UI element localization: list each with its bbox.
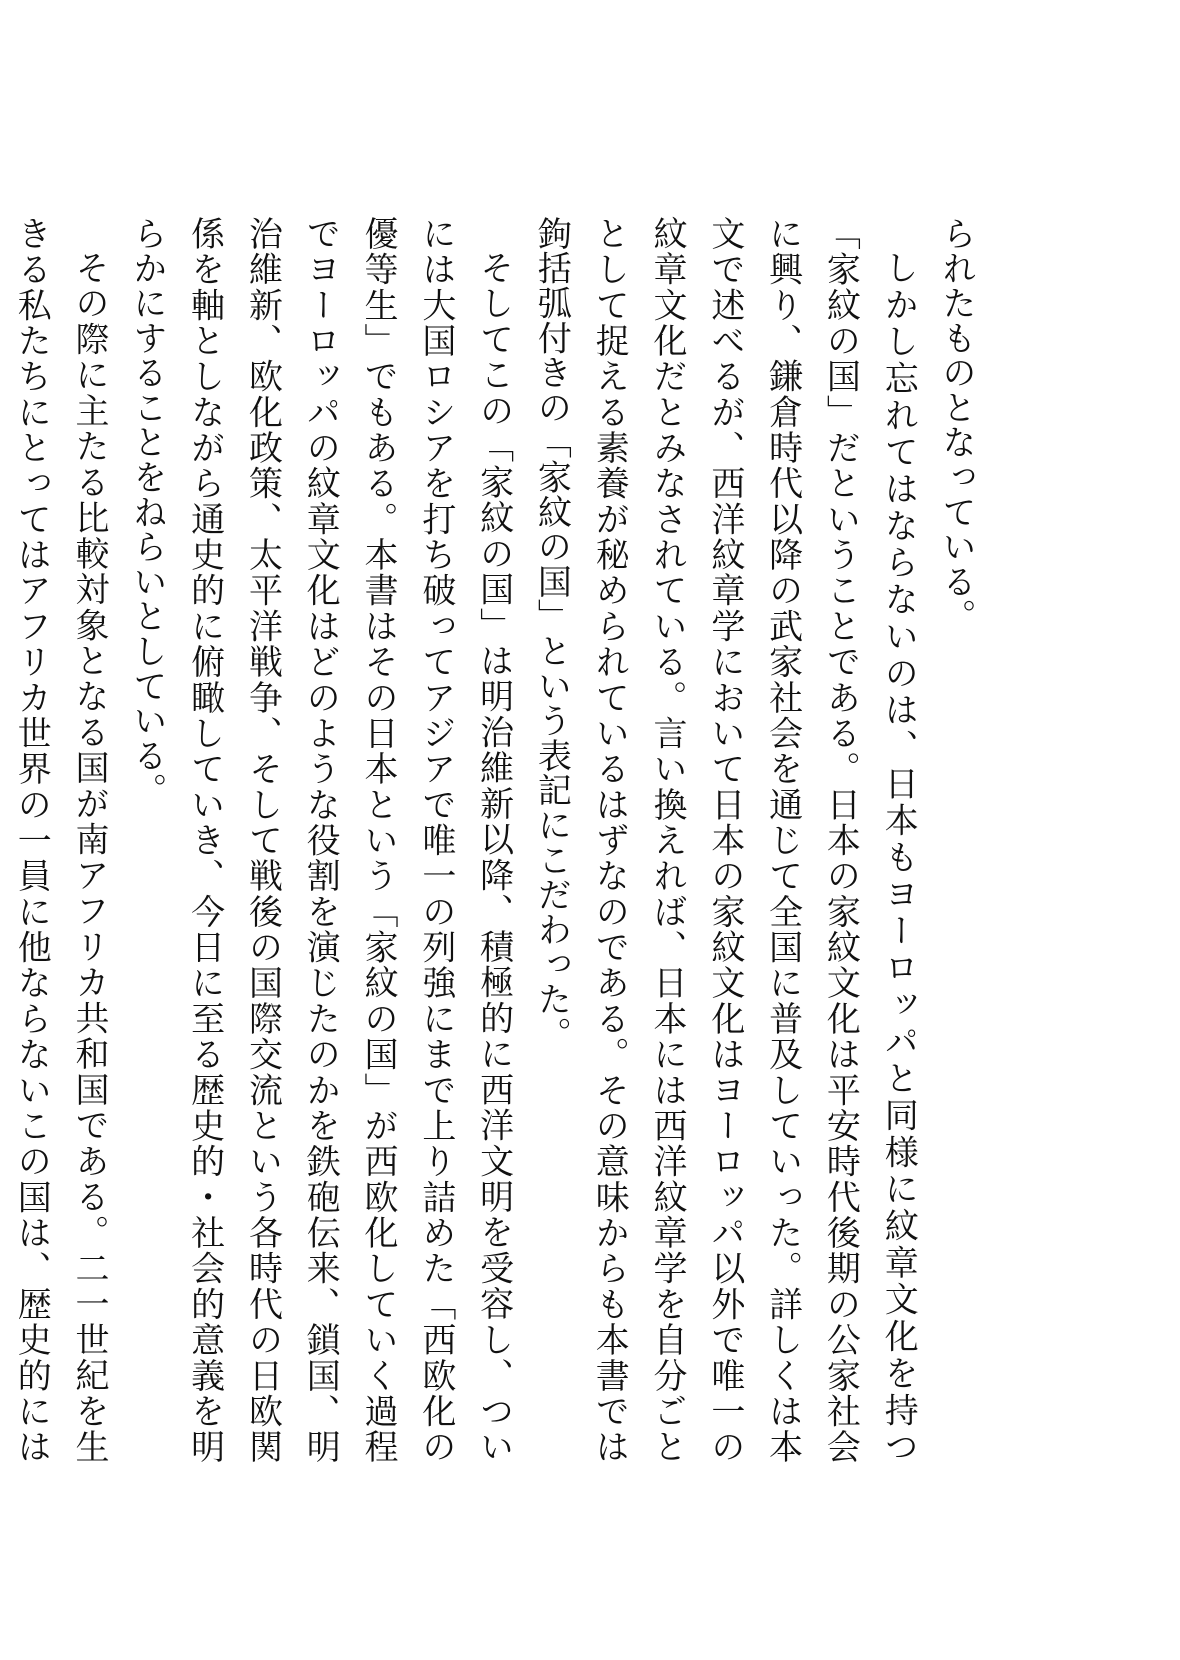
paragraph-continuation: られたものとなっている。	[936, 216, 976, 634]
paragraph-westernization: そしてこの「家紋の国」は明治維新以降、積極的に西洋文明を受容し、ついには大国ロシアを打ち破ってアジアで唯一の列強にまで上り詰めた「西欧化の優等生」でもある。本書はその日本という「家紋の国」が西欧化していく過程でヨーロッパの紋章文化はどのような役割を演じたのかを鉄砲伝来、鎖国、明治維新、欧化政策、太平洋戦争、そして戦後の国際交流という各時代の日欧関係を軸としながら通史的に俯瞰していき、今日に至る歴史的・社会的意義を明らかにすることをねらいとしている。	[126, 216, 514, 1464]
paragraph-family-crest-nation: しかし忘れてはならないのは、日本もヨーロッパと同様に紋章文化を持つ「家紋の国」だということである。日本の家紋文化は平安時代後期の公家社会に興り、鎌倉時代以降の武家社会を通じて全国に普及していった。詳しくは本文で述べるが、西洋紋章学において日本の家紋文化はヨーロッパ以外で唯一の紋章文化だとみなされている。言い換えれば、日本には西洋紋章学を自分ごととして捉える素養が秘められているはずなのである。その意味からも本書では鉤括弧付きの「家紋の国」という表記にこだわった。	[531, 216, 919, 1464]
vertical-text-body	[0, 216, 984, 1464]
paragraph-south-africa: その際に主たる比較対象となる国が南アフリカ共和国である。二一世紀を生きる私たちにとってはアフリカ世界の一員に他ならないこの国は、歴史的には	[11, 216, 110, 1464]
